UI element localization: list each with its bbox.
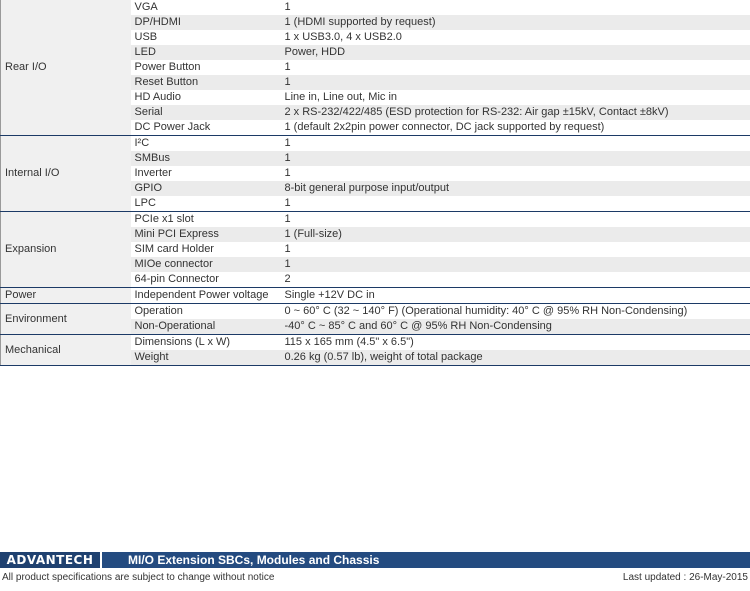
- spec-item: Reset Button: [131, 75, 281, 90]
- spec-row: [1, 304, 750, 320]
- spec-item: LPC: [131, 196, 281, 212]
- spec-value: 1: [281, 242, 750, 257]
- spec-value: 0.26 kg (0.57 lb), weight of total package: [281, 350, 750, 366]
- footer-title: MI/O Extension SBCs, Modules and Chassis: [128, 553, 380, 567]
- spec-item: GPIO: [131, 181, 281, 196]
- spec-table-body: [1, 0, 750, 366]
- spec-value: 1 x USB3.0, 4 x USB2.0: [281, 30, 750, 45]
- spec-value: Single +12V DC in: [281, 288, 750, 304]
- spec-group-label: Expansion: [1, 212, 131, 288]
- spec-item: VGA: [131, 0, 281, 15]
- spec-value: 0 ~ 60° C (32 ~ 140° F) (Operational humidity: 40° C @ 95% RH Non-Condensing): [281, 304, 750, 320]
- spec-value: 8-bit general purpose input/output: [281, 181, 750, 196]
- spec-row: [1, 335, 750, 351]
- spec-group-label: Rear I/O: [1, 0, 131, 136]
- spec-value: 1: [281, 166, 750, 181]
- spec-item: Independent Power voltage: [131, 288, 281, 304]
- spec-row: [1, 288, 750, 304]
- footer-disclaimer: All product specifications are subject to change without notice: [2, 572, 275, 583]
- spec-row: [1, 212, 750, 228]
- spec-item: Non-Operational: [131, 319, 281, 335]
- spec-item: Inverter: [131, 166, 281, 181]
- spec-item: DP/HDMI: [131, 15, 281, 30]
- footer-divider: [100, 552, 102, 568]
- spec-item: I²C: [131, 136, 281, 152]
- spec-group-label: Power: [1, 288, 131, 304]
- spec-value: 1: [281, 151, 750, 166]
- spec-value: 2: [281, 272, 750, 288]
- spec-item: SIM card Holder: [131, 242, 281, 257]
- spec-value: 1: [281, 196, 750, 212]
- spec-item: Serial: [131, 105, 281, 120]
- spec-value: 1: [281, 136, 750, 152]
- spec-item: Operation: [131, 304, 281, 320]
- spec-item: LED: [131, 45, 281, 60]
- spec-value: 2 x RS-232/422/485 (ESD protection for RS-232: Air gap ±15kV, Contact ±8kV): [281, 105, 750, 120]
- spec-item: Weight: [131, 350, 281, 366]
- footer-last-updated: Last updated : 26-May-2015: [622, 572, 748, 583]
- spec-group-label: Internal I/O: [1, 136, 131, 212]
- footer-bar: [0, 552, 750, 568]
- spec-value: 1: [281, 212, 750, 228]
- spec-value: 115 x 165 mm (4.5" x 6.5"): [281, 335, 750, 351]
- spec-group-label: Mechanical: [1, 335, 131, 366]
- advantech-logo: ADVANTECH: [0, 552, 100, 568]
- spec-value: 1: [281, 257, 750, 272]
- spec-value: 1: [281, 0, 750, 15]
- spec-item: DC Power Jack: [131, 120, 281, 136]
- spec-value: 1: [281, 60, 750, 75]
- spec-item: Power Button: [131, 60, 281, 75]
- spec-row: [1, 136, 750, 152]
- spec-value: Line in, Line out, Mic in: [281, 90, 750, 105]
- spec-item: PCIe x1 slot: [131, 212, 281, 228]
- spec-row: [1, 0, 750, 15]
- spec-value: -40° C ~ 85° C and 60° C @ 95% RH Non-Condensing: [281, 319, 750, 335]
- spec-value: 1: [281, 75, 750, 90]
- spec-value: 1 (default 2x2pin power connector, DC jack supported by request): [281, 120, 750, 136]
- spec-item: USB: [131, 30, 281, 45]
- spec-item: Dimensions (L x W): [131, 335, 281, 351]
- spec-group-label: Environment: [1, 304, 131, 335]
- spec-item: HD Audio: [131, 90, 281, 105]
- spec-value: 1 (HDMI supported by request): [281, 15, 750, 30]
- spec-item: SMBus: [131, 151, 281, 166]
- spec-value: 1 (Full-size): [281, 227, 750, 242]
- spec-item: 64-pin Connector: [131, 272, 281, 288]
- spec-item: MIOe connector: [131, 257, 281, 272]
- spec-item: Mini PCI Express: [131, 227, 281, 242]
- spec-value: Power, HDD: [281, 45, 750, 60]
